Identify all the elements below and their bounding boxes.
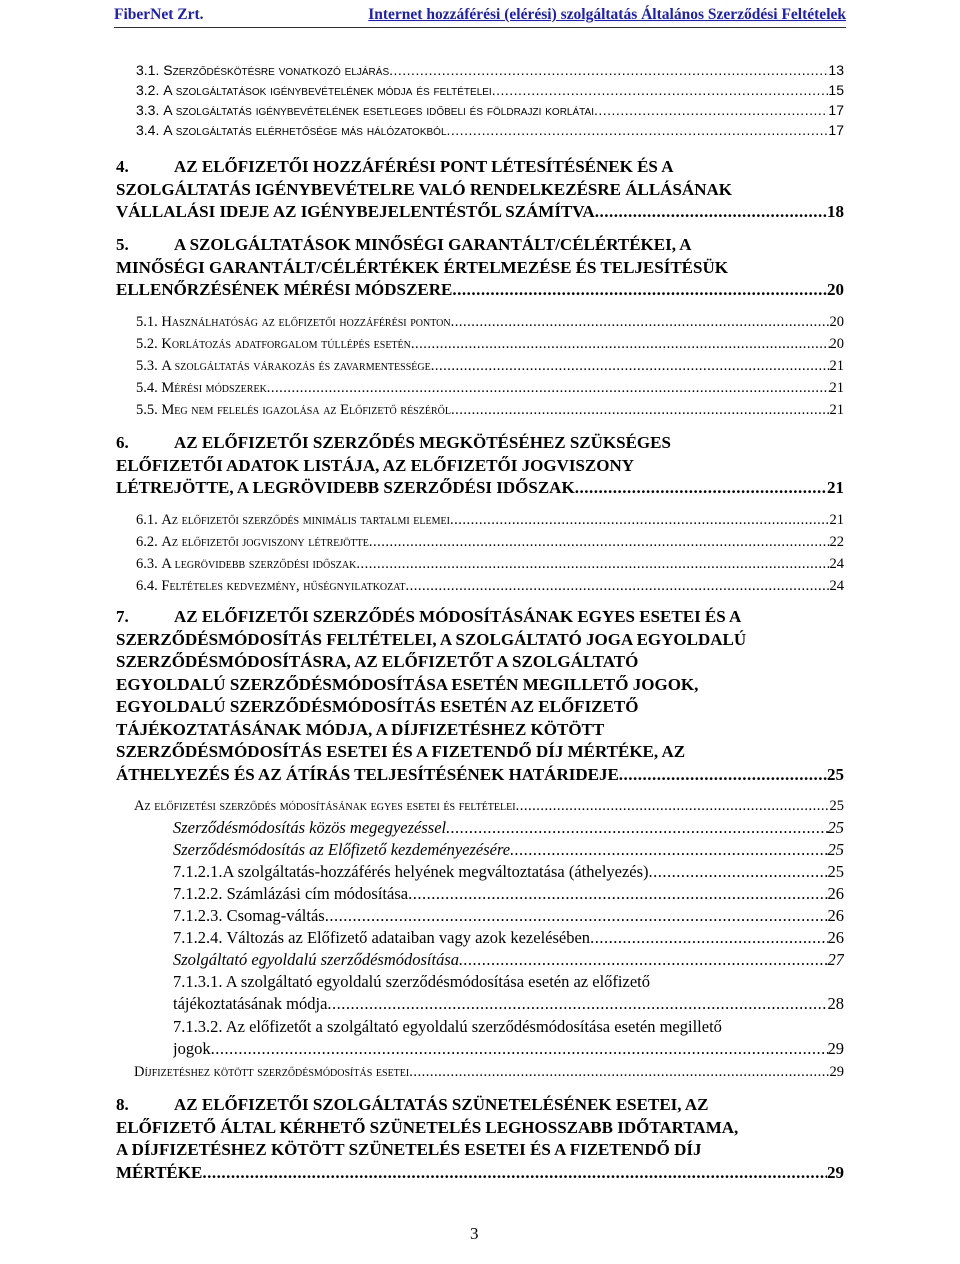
toc-entry-title: Mérési módszerek — [161, 380, 267, 396]
toc-page: 29 — [829, 1064, 844, 1080]
toc-entry-7-1-3-1[interactable] — [173, 971, 844, 1014]
toc-leader — [510, 839, 827, 861]
toc-entry-num: 5.1. — [136, 314, 158, 330]
toc-entry-6-4[interactable] — [136, 576, 844, 596]
toc-entry-title-line3: A DÍJFIZETÉSHEZ KÖTÖTT SZÜNETELÉS ESETEI ÉS A FIZETENDŐ DÍJ — [116, 1140, 702, 1159]
toc-entry-7[interactable] — [116, 606, 844, 786]
toc-page: 25 — [827, 862, 844, 881]
toc-leader — [594, 100, 828, 120]
toc-entry-7-1-2-2[interactable] — [173, 883, 844, 905]
toc-page: 17 — [828, 102, 844, 118]
toc-entry-num: 7. — [116, 607, 129, 626]
toc-entry-title-line1: 7.1.3.1. A szolgáltató egyoldalú szerződésmódosítása esetén az előfizető — [173, 972, 650, 991]
header-rule — [114, 27, 846, 28]
toc-entry-title-line2: MINŐSÉGI GARANTÁLT/CÉLÉRTÉKEK ÉRTELMEZÉSE ÉS TELJESÍTÉSÜK — [116, 257, 728, 277]
toc-entry-title-line5: EGYOLDALÚ SZERZŐDÉSMÓDOSÍTÁS ESETÉN AZ ELŐFIZETŐ — [116, 697, 639, 716]
header-title: Internet hozzáférési (elérési) szolgáltatás Általános Szerződési Feltételek — [368, 6, 846, 23]
toc-leader — [451, 312, 830, 332]
toc-entry-num: 5. — [116, 235, 129, 254]
toc-page: 26 — [827, 906, 844, 925]
toc-entry-5-5[interactable] — [136, 400, 844, 420]
toc-entry-5-4[interactable] — [136, 378, 844, 398]
toc-leader — [492, 80, 829, 100]
toc-entry-title: Korlátozás adatforgalom túllépés esetén — [161, 336, 411, 352]
toc-entry-title-line8: ÁTHELYEZÉS ÉS AZ ÁTÍRÁS TELJESÍTÉSÉNEK HATÁRIDEJE — [116, 764, 619, 784]
toc-entry-title-line7: SZERZŐDÉSMÓDOSÍTÁS ESETEI ÉS A FIZETENDŐ DÍJ MÉRTÉKE, AZ — [116, 742, 686, 761]
toc-entry-num: 3.3. — [136, 102, 160, 118]
toc-entry-5-2[interactable] — [136, 334, 844, 354]
toc-page: 29 — [827, 1038, 844, 1058]
toc-entry-title: Használhatóság az előfizetői hozzáférési ponton — [161, 314, 451, 330]
toc-entry-title: Feltételes kedvezmény, hűségnyilatkozat — [161, 578, 406, 594]
toc-entry-5-1[interactable] — [136, 312, 844, 332]
toc-entry-num: 6.1. — [136, 512, 158, 528]
page-number: 3 — [470, 1224, 479, 1243]
toc-entry-title: 7.1.2.3. Csomag-váltás — [173, 906, 325, 925]
toc-leader — [369, 532, 830, 552]
toc-leader — [356, 554, 829, 574]
toc-leader — [452, 279, 827, 302]
header-company: FiberNet Zrt. — [114, 6, 204, 23]
toc-entry-title-line2: SZERZŐDÉSMÓDOSÍTÁS FELTÉTELEI, A SZOLGÁLTATÓ JOGA EGYOLDALÚ — [116, 629, 747, 649]
toc-entry-title: Az előfizetői jogviszony létrejötte — [161, 534, 369, 550]
toc-entry-title: Díjfizetéshez kötött szerződésmódosítás esetei — [134, 1064, 410, 1080]
toc-entry-7-1-2-3[interactable] — [173, 905, 844, 927]
toc-entry-title-line4: MÉRTÉKE — [116, 1162, 203, 1182]
toc-leader — [459, 949, 827, 971]
toc-entry-title-line3: LÉTREJÖTTE, A LEGRÖVIDEBB SZERZŐDÉSI IDŐSZAK — [116, 478, 575, 497]
toc-entry-title-line1: AZ ELŐFIZETŐI SZOLGÁLTATÁS SZÜNETELÉSÉNEK ESETEI, AZ — [174, 1095, 709, 1114]
toc-leader — [595, 201, 827, 224]
toc-entry-title: A szolgáltatás igénybevételének esetleges időbeli és földrajzi korlátai — [163, 102, 594, 118]
toc-entry-4[interactable] — [116, 156, 844, 224]
toc-entry-title: 7.1.2.4. Változás az Előfizető adataiban vagy azok kezelésében — [173, 928, 591, 947]
toc-entry-num: 5.3. — [136, 358, 158, 374]
toc-entry-title-line1: 7.1.3.2. Az előfizetőt a szolgáltató egyoldalú szerződésmódosítása esetén megillető — [173, 1017, 722, 1036]
toc-page: 21 — [829, 358, 844, 374]
toc-leader — [431, 356, 830, 376]
toc-leader — [409, 1062, 829, 1082]
toc-leader — [327, 993, 827, 1015]
toc-entry-title: Szolgáltató egyoldalú szerződésmódosítása — [173, 950, 460, 969]
toc-entry-7-1-1[interactable] — [173, 817, 844, 839]
toc-entry-title-line2: ELŐFIZETŐ ÁLTAL KÉRHETŐ SZÜNETELÉS LEGHOSSZABB IDŐTARTAMA, — [116, 1117, 739, 1137]
toc-page: 21 — [829, 402, 844, 418]
page-header — [114, 4, 846, 26]
toc-page: 27 — [827, 950, 844, 969]
toc-entry-title-line2: tájékoztatásának módja — [173, 993, 328, 1013]
toc-page: 15 — [828, 82, 844, 98]
toc-entry-num: 8. — [116, 1095, 129, 1114]
toc-entry-6[interactable] — [116, 432, 844, 500]
toc-leader — [389, 60, 828, 80]
toc-leader — [202, 1162, 827, 1185]
toc-page: 26 — [827, 884, 844, 903]
toc-leader — [267, 378, 830, 398]
toc-entry-num: 3.4. — [136, 122, 160, 138]
toc-entry-3-4[interactable] — [136, 120, 844, 140]
toc-entry-title-line2: ELŐFIZETŐI ADATOK LISTÁJA, AZ ELŐFIZETŐI JOGVISZONY — [116, 455, 635, 475]
toc-entry-title: A szolgáltatás elérhetősége más hálózatokból — [163, 122, 447, 138]
toc-entry-title-line3: SZERZŐDÉSMÓDOSÍTÁSRA, AZ ELŐFIZETŐT A SZOLGÁLTATÓ — [116, 652, 639, 671]
toc-page: 20 — [829, 336, 844, 352]
toc-leader — [450, 510, 830, 530]
toc-entry-3-2[interactable] — [136, 80, 844, 100]
toc-entry-title: A szolgáltatás várakozás és zavarmentessége — [161, 358, 431, 374]
toc-entry-title-line2: jogok — [173, 1038, 211, 1058]
toc-entry-title: 7.1.2.2. Számlázási cím módosítása — [173, 884, 409, 903]
toc-entry-title-line1: AZ ELŐFIZETŐI SZERZŐDÉS MÓDOSÍTÁSÁNAK EGYES ESETEI ÉS A — [174, 607, 742, 626]
toc-entry-title-line3: VÁLLALÁSI IDEJE AZ IGÉNYBEJELENTÉSTŐL SZÁMÍTVA — [116, 202, 595, 221]
toc-entry-7-1-2[interactable] — [173, 839, 844, 861]
toc-page: 25 — [827, 764, 844, 784]
toc-leader — [408, 883, 827, 905]
toc-entry-title: Szerződésmódosítás közös megegyezéssel — [173, 818, 447, 837]
toc-entry-title: A legrövidebb szerződési időszak — [161, 556, 357, 572]
toc-leader — [211, 1038, 828, 1060]
toc-leader — [619, 764, 827, 787]
toc-entry-7-2[interactable] — [134, 1062, 844, 1082]
toc-entry-7-1-3[interactable] — [173, 949, 844, 971]
toc-entry-title: Az előfizetési szerződés módosításának egyes esetei és feltételei — [134, 798, 516, 814]
toc-page: 28 — [827, 993, 844, 1013]
toc-entry-6-2[interactable] — [136, 532, 844, 552]
toc-leader — [325, 905, 828, 927]
toc-entry-title: 7.1.2.1.A szolgáltatás-hozzáférés helyének megváltoztatása (áthelyezés) — [173, 862, 649, 881]
toc-entry-title-line1: AZ ELŐFIZETŐI HOZZÁFÉRÉSI PONT LÉTESÍTÉSÉNEK ÉS A — [174, 157, 674, 176]
toc-entry-title: Szerződésmódosítás az Előfizető kezdeményezésére — [173, 840, 511, 859]
toc-page: 25 — [829, 798, 844, 814]
toc-entry-num: 5.4. — [136, 380, 158, 396]
toc-entry-title-line2: SZOLGÁLTATÁS IGÉNYBEVÉTELRE VALÓ RENDELKEZÉSRE ÁLLÁSÁNAK — [116, 179, 732, 199]
toc-entry-6-3[interactable] — [136, 554, 844, 574]
toc-leader — [451, 400, 830, 420]
toc-entry-7-1-3-2[interactable] — [173, 1016, 844, 1059]
toc-leader — [516, 796, 830, 816]
toc-entry-3-1[interactable] — [136, 60, 844, 80]
toc-entry-7-1[interactable] — [134, 796, 844, 816]
toc-page: 13 — [828, 62, 844, 78]
toc-page: 24 — [829, 556, 844, 572]
toc-entry-title-line1: A SZOLGÁLTATÁSOK MINŐSÉGI GARANTÁLT/CÉLÉRTÉKEI, A — [174, 235, 692, 254]
toc-entry-num: 6.4. — [136, 578, 158, 594]
toc-page: 26 — [827, 928, 844, 947]
toc-entry-6-1[interactable] — [136, 510, 844, 530]
toc-page: 21 — [827, 478, 844, 497]
toc-page: 21 — [829, 380, 844, 396]
toc-entry-num: 4. — [116, 157, 129, 176]
toc-entry-7-1-2-4[interactable] — [173, 927, 844, 949]
toc-leader — [446, 817, 827, 839]
toc-leader — [575, 477, 827, 500]
toc-leader — [590, 927, 827, 949]
toc-leader — [649, 861, 828, 883]
toc-entry-5[interactable] — [116, 234, 844, 302]
toc-page: 24 — [829, 578, 844, 594]
toc-entry-title-line6: TÁJÉKOZTATÁSÁNAK MÓDJA, A DÍJFIZETÉSHEZ KÖTÖTT — [116, 719, 605, 739]
toc-page: 22 — [829, 534, 844, 550]
toc-entry-num: 5.5. — [136, 402, 158, 418]
toc-leader — [405, 576, 829, 596]
toc-entry-title: Szerződéskötésre vonatkozó eljárás — [163, 62, 390, 78]
toc-page: 25 — [827, 818, 844, 837]
toc-entry-5-3[interactable] — [136, 356, 844, 376]
toc-entry-3-3[interactable] — [136, 100, 844, 120]
toc-entry-num: 6.2. — [136, 534, 158, 550]
toc-page: 21 — [829, 512, 844, 528]
toc-page: 17 — [828, 122, 844, 138]
toc-entry-num: 3.2. — [136, 82, 160, 98]
toc-entry-8[interactable] — [116, 1094, 844, 1184]
toc-entry-title-line1: AZ ELŐFIZETŐI SZERZŐDÉS MEGKÖTÉSÉHEZ SZÜKSÉGES — [174, 433, 671, 452]
toc-page: 25 — [827, 840, 844, 859]
toc-entry-title: Meg nem felelés igazolása az Előfizető részéről — [161, 402, 451, 418]
toc-entry-title: A szolgáltatások igénybevételének módja és feltételei — [163, 82, 492, 98]
toc-entry-num: 5.2. — [136, 336, 158, 352]
toc-entry-7-1-2-1[interactable] — [173, 861, 844, 883]
toc-entry-title-line4: EGYOLDALÚ SZERZŐDÉSMÓDOSÍTÁSA ESETÉN MEGILLETŐ JOGOK, — [116, 674, 699, 694]
toc-page: 20 — [827, 280, 844, 299]
toc-entry-num: 3.1. — [136, 62, 160, 78]
toc-leader — [447, 120, 829, 140]
toc-page: 29 — [827, 1162, 844, 1182]
toc-leader — [411, 334, 830, 354]
toc-page: 20 — [829, 314, 844, 330]
toc-entry-num: 6. — [116, 433, 129, 452]
toc-entry-num: 6.3. — [136, 556, 158, 572]
toc-page: 18 — [827, 202, 844, 221]
toc-entry-title: Az előfizetői szerződés minimális tartalmi elemei — [161, 512, 450, 528]
toc-entry-title-line3: ELLENŐRZÉSÉNEK MÉRÉSI MÓDSZERE — [116, 280, 453, 299]
